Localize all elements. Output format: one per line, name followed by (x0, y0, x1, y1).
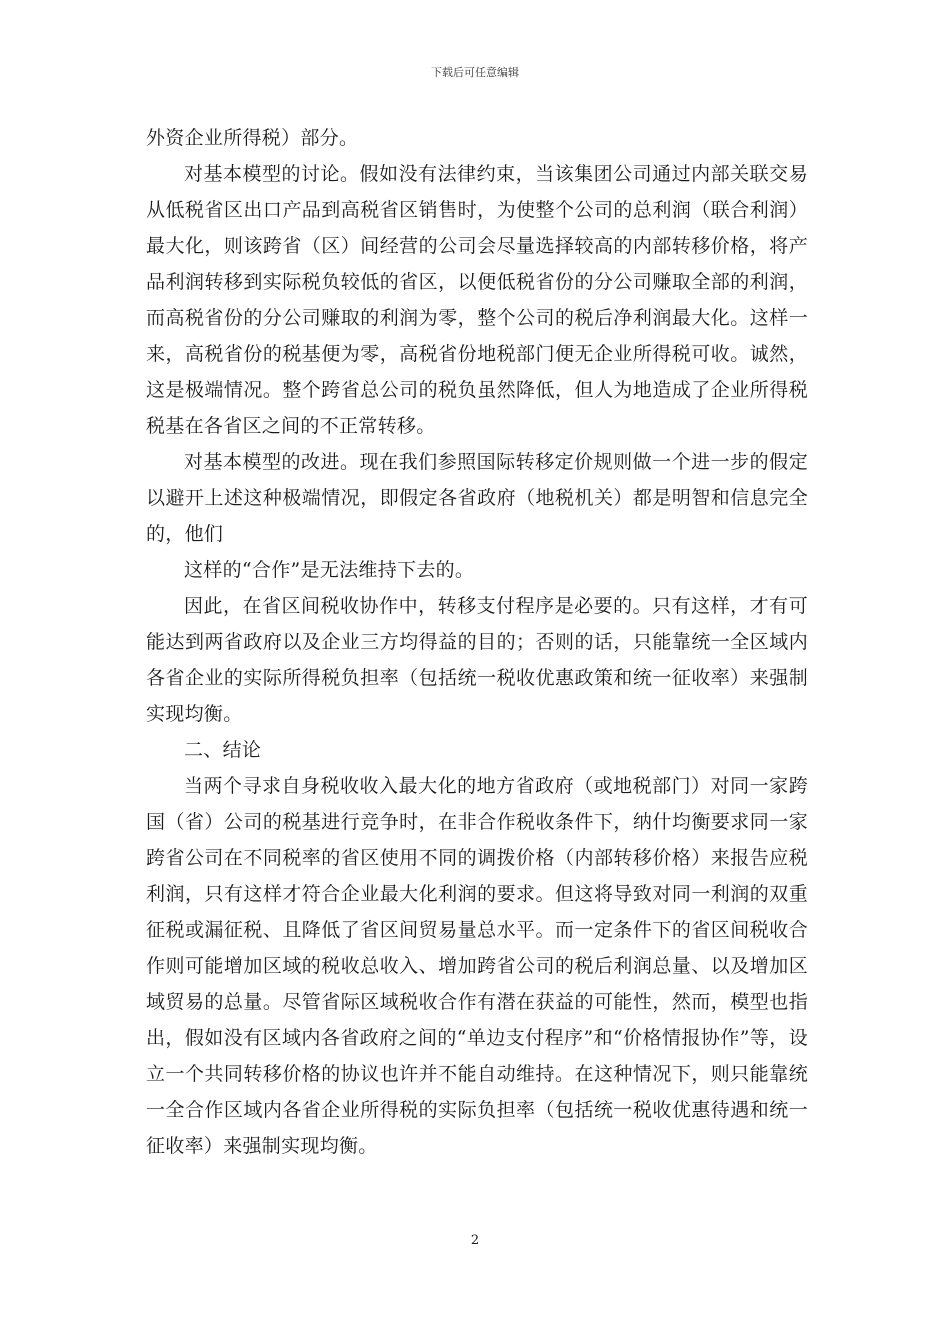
document-body (146, 120, 808, 1164)
paragraph-continuation: 外资企业所得税）部分。 (146, 127, 359, 149)
paragraph-basic-model-discussion: 对基本模型的讨论。假如没有法律约束，当该集团公司通过内部关联交易从低税省区出口产品到高税省区销售时，为使整个公司的总利润（联合利润）最大化，则该跨省（区）间经营的公司会尽量选择较高的内部转移价格，将产品利润转移到实际税负较低的省区，以便低税省份的分公司赚取全部的利润，而高税省份的分公司赚取的利润为零，整个公司的税后净利润最大化。这样一来，高税省份的税基便为零，高税省份地税部门便无企业所得税可收。诚然，这是极端情况。整个跨省总公司的税负虽然降低，但人为地造成了企业所得税税基在各省区之间的不正常转移。 (146, 163, 808, 437)
paragraph-transfer-payment: 因此，在省区间税收协作中，转移支付程序是必要的。只有这样，才有可能达到两省政府以及企业三方均得益的目的；否则的话，只能靠统一全区域内各省企业的实际所得税负担率（包括统一税收优惠政策和统一征收率）来强制实现均衡。 (146, 595, 808, 725)
page-number: 2 (470, 1233, 480, 1248)
section-heading-conclusion: 二、结论 (184, 739, 262, 761)
paragraph-conclusion: 当两个寻求自身税收收入最大化的地方省政府（或地税部门）对同一家跨国（省）公司的税基进行竞争时，在非合作税收条件下，纳什均衡要求同一家跨省公司在不同税率的省区使用不同的调拨价格（内部转移价格）来报告应税利润，只有这样才符合企业最大化利润的要求。但这将导致对同一利润的双重征税或漏征税、且降低了省区间贸易量总水平。而一定条件下的省区间税收合作则可能增加区域的税收总收入、增加跨省公司的税后利润总量、以及增加区域贸易的总量。尽管省际区域税收合作有潜在获益的可能性，然而，模型也指出，假如没有区域内各省政府之间的“单边支付程序”和“价格情报协作”等，设立一个共同转移价格的协议也许并不能自动维持。在这种情况下，则只能靠统一全合作区域内各省企业所得税的实际负担率（包括统一税收优惠待遇和统一征收率）来强制实现均衡。 (146, 775, 808, 1157)
paragraph-basic-model-improvement: 对基本模型的改进。现在我们参照国际转移定价规则做一个进一步的假定以避开上述这种极端情况，即假定各省政府（地税机关）都是明智和信息完全的，他们 (146, 451, 808, 545)
page-header: 下载后可任意编辑 (431, 66, 519, 79)
paragraph-cooperation: 这样的“合作”是无法维持下去的。 (184, 559, 475, 581)
